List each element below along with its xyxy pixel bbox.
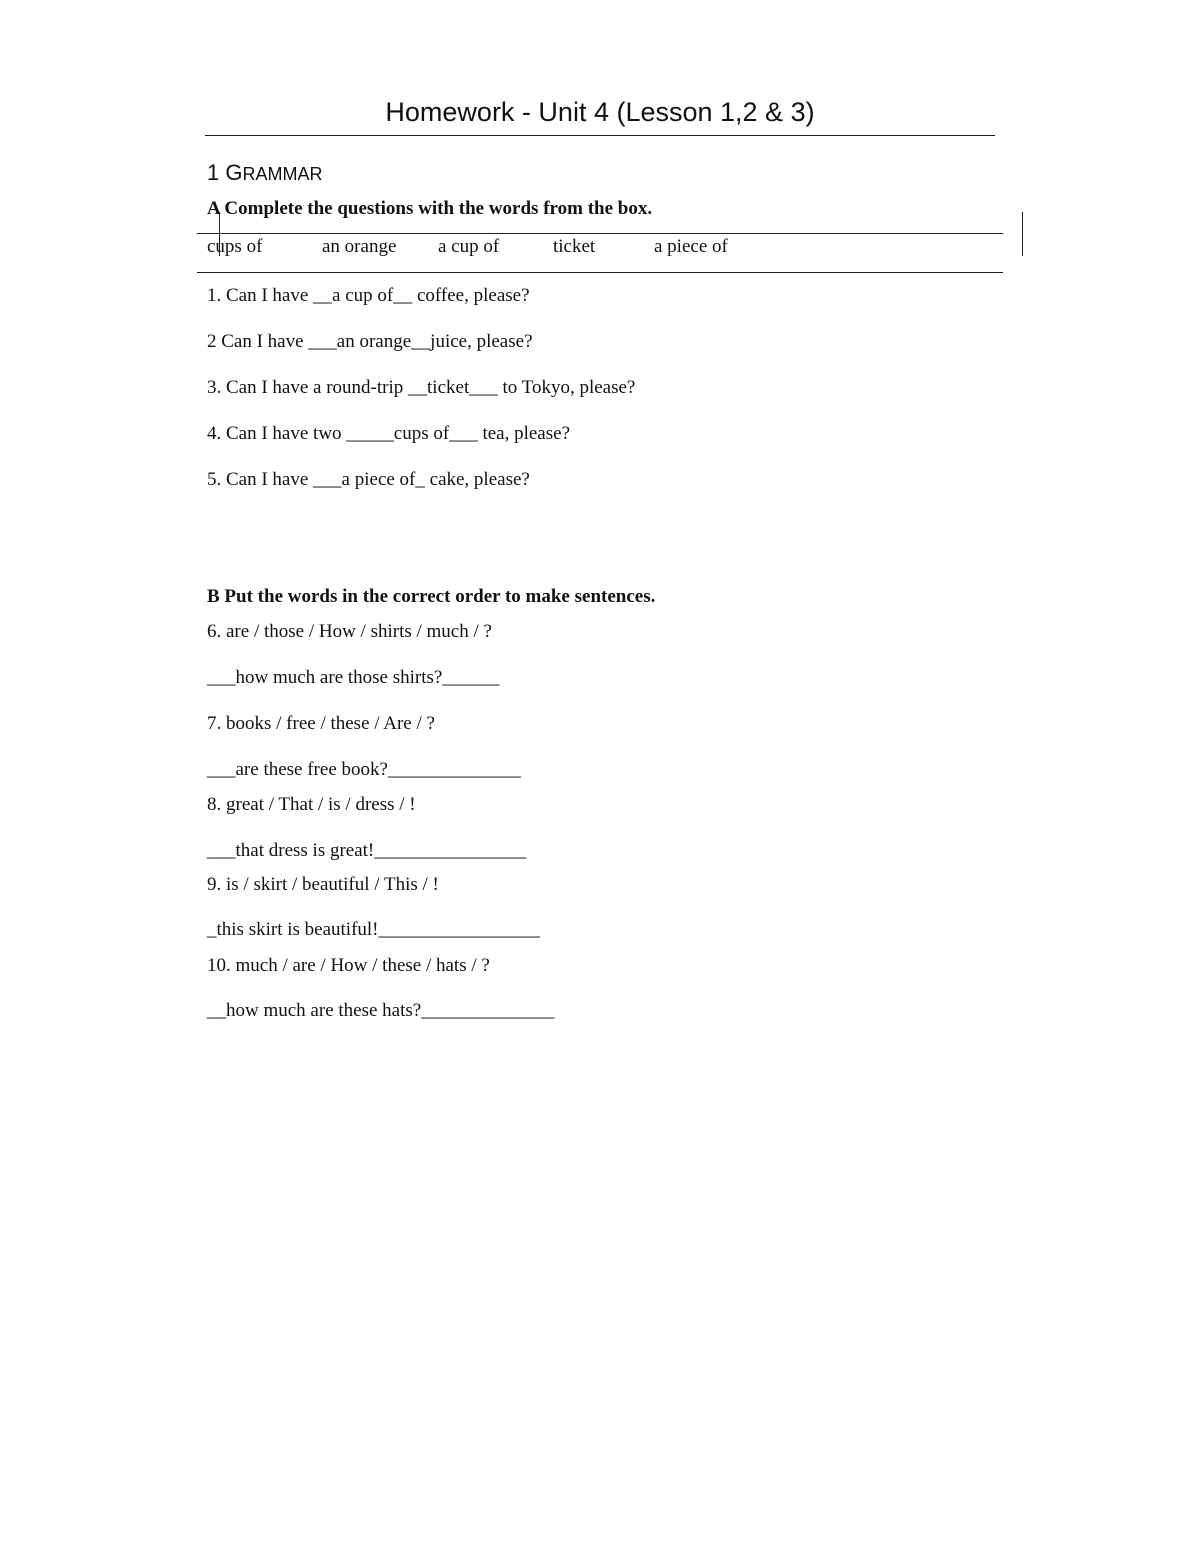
section-initial: G [225,160,243,185]
word-box-item: a cup of [438,236,500,257]
word-box-top-border [197,233,1003,234]
question-line: 3. Can I have a round-trip __ticket___ to Tokyo, please? [207,377,636,398]
word-box-item: ticket [553,236,596,257]
answer-line: ___that dress is great!________________ [207,840,527,861]
section-heading [207,160,322,186]
word-box-item: cups of [207,236,263,257]
answer-line: _this skirt is beautiful!_________________ [207,919,541,940]
answer-line: __how much are these hats?______________ [207,1000,555,1021]
scrambled-prompt: 6. are / those / How / shirts / much / ? [207,621,492,642]
answer-line: ___how much are those shirts?______ [207,667,500,688]
question-line: 5. Can I have ___a piece of_ cake, please? [207,469,530,490]
section-number: 1 [207,160,226,185]
page-title: Homework - Unit 4 (Lesson 1,2 & 3) [385,97,815,127]
answer-line: ___are these free book?______________ [207,759,521,780]
word-box-bottom-border [197,272,1003,273]
question-line: 1. Can I have __a cup of__ coffee, please? [207,285,530,306]
word-box-item: an orange [322,236,397,257]
section-rest: RAMMAR [242,164,323,184]
scrambled-prompt: 10. much / are / How / these / hats / ? [207,955,490,976]
scrambled-prompt: 8. great / That / is / dress / ! [207,794,416,815]
part-b-instruction: B Put the words in the correct order to make sentences. [207,586,656,607]
scrambled-prompt: 9. is / skirt / beautiful / This / ! [207,874,439,895]
word-box-right-border [1022,212,1023,256]
title-underline [205,135,995,136]
part-a-instruction: A Complete the questions with the words from the box. [207,198,653,219]
question-line: 4. Can I have two _____cups of___ tea, please? [207,423,571,444]
word-box-item: a piece of [654,236,728,257]
scrambled-prompt: 7. books / free / these / Are / ? [207,713,435,734]
question-line: 2 Can I have ___an orange__juice, please? [207,331,533,352]
